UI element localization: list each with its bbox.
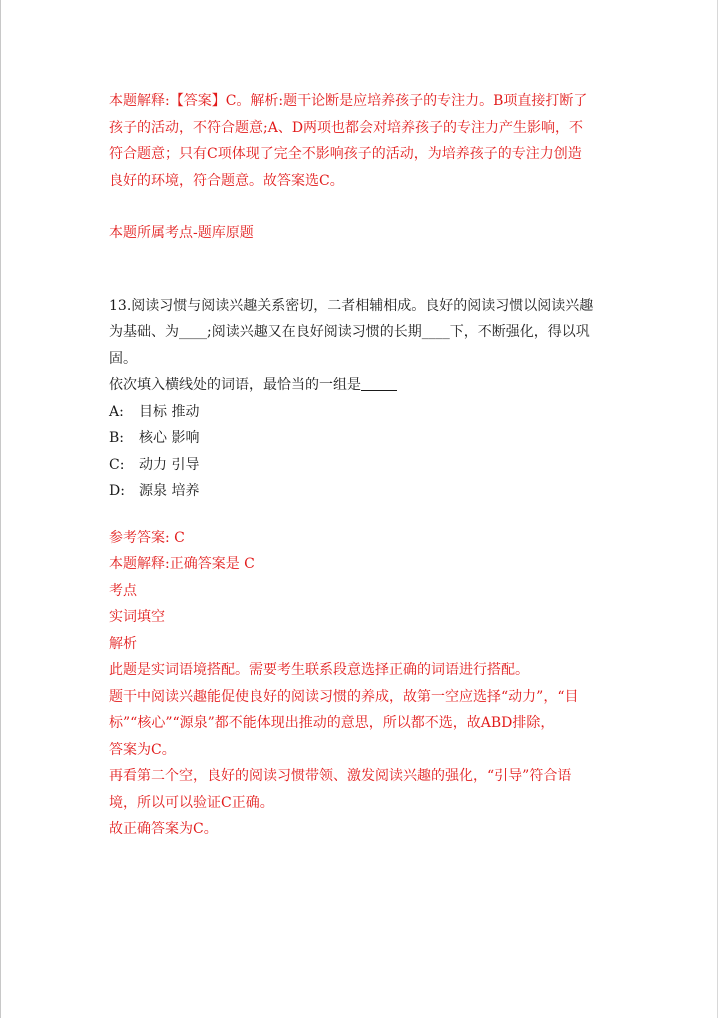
answer-explanation	[109, 525, 609, 843]
explanation-line: 良好的环境，符合题意。故答案选C。	[109, 172, 344, 189]
answer-line: 考点	[109, 582, 137, 599]
answer-blank	[361, 376, 397, 391]
explanation-line: 符合题意；只有C项体现了完全不影响孩子的活动，为培养孩子的专注力创造	[109, 146, 582, 162]
answer-line: 本题解释:正确答案是 C	[109, 556, 255, 572]
answer-line: 境，所以可以验证C正确。	[109, 794, 274, 811]
answer-line: 实词填空	[109, 609, 165, 625]
explanation-line: 本题解释:【答案】C。解析:题干论断是应培养孩子的专注力。B项直接打断了	[109, 93, 588, 109]
answer-line: 标”“核心”“源泉”都不能体现出推动的意思，所以都不选，故ABD排除，	[109, 715, 555, 731]
question-prompt: 依次填入横线处的词语，最恰当的一组是	[109, 372, 609, 399]
question-line: 13.阅读习惯与阅读兴趣关系密切，二者相辅相成。良好的阅读习惯以阅读兴趣	[109, 297, 594, 314]
answer-line: 题干中阅读兴趣能促使良好的阅读习惯的养成，故第一空应选择“动力”，“目	[109, 688, 579, 705]
option-a: A: 目标 推动	[109, 403, 200, 420]
answer-line: 解析	[109, 635, 137, 652]
answer-line: 参考答案: C	[109, 529, 185, 546]
question-13	[109, 293, 609, 505]
question-line: 固。	[109, 350, 137, 367]
page-border-left	[0, 0, 1, 1018]
document-content	[109, 88, 609, 843]
answer-line: 再看第二个空，良好的阅读习惯带领、激发阅读兴趣的强化，“引导”符合语	[109, 768, 572, 784]
explanation-line: 孩子的活动，不符合题意;A、D两项也都会对培养孩子的专注力产生影响，不	[109, 119, 584, 136]
topic-line: 本题所属考点-题库原题	[109, 225, 254, 241]
question-line: 为基础、为____;阅读兴趣又在良好阅读习惯的长期____下，不断强化，得以巩	[109, 324, 590, 340]
answer-line: 答案为C。	[109, 741, 176, 758]
answer-line: 故正确答案为C。	[109, 821, 218, 837]
option-b: B: 核心 影响	[109, 430, 200, 446]
previous-explanation	[109, 88, 609, 194]
page-border-right	[717, 0, 718, 1018]
answer-line: 此题是实词语境搭配。需要考生联系段意选择正确的词语进行搭配。	[109, 662, 529, 678]
option-c: C: 动力 引导	[109, 456, 200, 473]
option-d: D: 源泉 培养	[109, 483, 200, 499]
